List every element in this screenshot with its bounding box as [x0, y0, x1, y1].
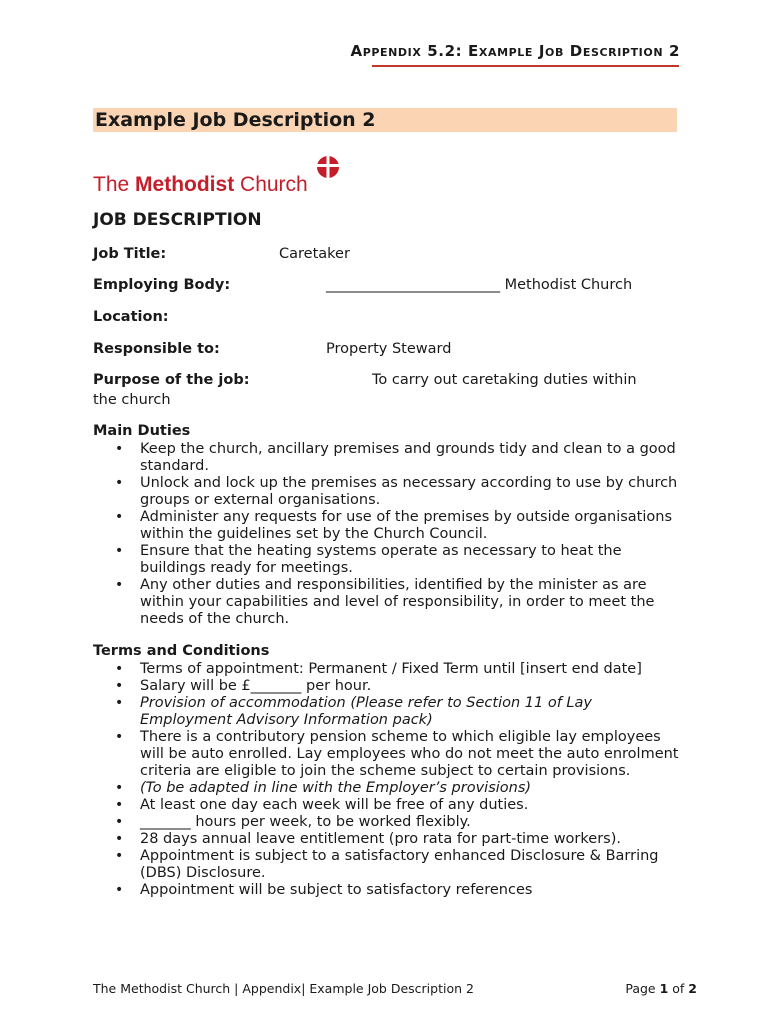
responsible-to-value: Property Steward — [326, 341, 452, 357]
list-item: • Terms of appointment: Permanent / Fixed Term until [insert end date] — [93, 661, 683, 678]
methodist-church-logo — [93, 155, 353, 200]
page-title: Example Job Description 2 — [95, 109, 376, 131]
methodist-cross-icon — [316, 155, 340, 179]
job-title-label: Job Title: — [93, 246, 167, 262]
header-rule — [372, 65, 679, 67]
list-item: • There is a contributory pension scheme to which eligible lay employees will be auto enrolled. Lay employees who do not meet the auto enrolment criteria are eligible to join the scheme subject to certain provisions. — [93, 729, 683, 780]
list-item: • Appointment will be subject to satisfactory references — [93, 882, 683, 899]
list-item: • (To be adapted in line with the Employer’s provisions) — [93, 780, 683, 797]
purpose-value: To carry out caretaking duties within — [372, 372, 637, 388]
list-item: • 28 days annual leave entitlement (pro rata for part-time workers). — [93, 831, 683, 848]
title-band — [93, 108, 677, 132]
logo-text-light: The — [93, 173, 136, 196]
list-item: • Administer any requests for use of the premises by outside organisations within the guidelines set by the Church Council. — [93, 509, 683, 543]
appendix-header-text: Appendix 5.2: Example Job Description 2 — [350, 42, 680, 60]
list-item: • Provision of accommodation (Please refer to Section 11 of Lay Employment Advisory Information pack) — [93, 695, 683, 729]
job-title-value: Caretaker — [279, 246, 350, 262]
logo-wordmark — [93, 173, 308, 197]
responsible-to-label: Responsible to: — [93, 341, 220, 357]
location-label: Location: — [93, 309, 169, 325]
employing-body-label: Employing Body: — [93, 277, 231, 293]
purpose-value-continued: the church — [93, 392, 171, 408]
list-item: • Any other duties and responsibilities, identified by the minister as are within your capabilities and level of responsibility, in order to meet the needs of the church. — [93, 577, 683, 628]
page-number: Page 1 of 2 — [625, 981, 697, 996]
purpose-label: Purpose of the job: — [93, 372, 250, 388]
list-item: • Unlock and lock up the premises as necessary according to use by church groups or external organisations. — [93, 475, 683, 509]
logo-text-bold: Methodist — [135, 173, 235, 196]
list-item: • _______ hours per week, to be worked flexibly. — [93, 814, 683, 831]
list-item: • Appointment is subject to a satisfactory enhanced Disclosure & Barring (DBS) Disclosure. — [93, 848, 683, 882]
list-item: • Keep the church, ancillary premises and grounds tidy and clean to a good standard. — [93, 441, 683, 475]
logo-text-tail: Church — [234, 173, 308, 196]
main-duties-list — [93, 441, 683, 628]
list-item: • At least one day each week will be free of any duties. — [93, 797, 683, 814]
employing-body-value: ________________________ Methodist Church — [326, 277, 633, 293]
terms-title: Terms and Conditions — [93, 643, 270, 659]
appendix-header — [280, 42, 680, 60]
list-item: • Ensure that the heating systems operate as necessary to heat the buildings ready for meetings. — [93, 543, 683, 577]
list-item: • Salary will be £_______ per hour. — [93, 678, 683, 695]
terms-list — [93, 661, 683, 899]
footer-text: The Methodist Church | Appendix| Example Job Description 2 — [93, 981, 474, 996]
job-description-heading: JOB DESCRIPTION — [93, 210, 262, 230]
main-duties-title: Main Duties — [93, 423, 191, 439]
